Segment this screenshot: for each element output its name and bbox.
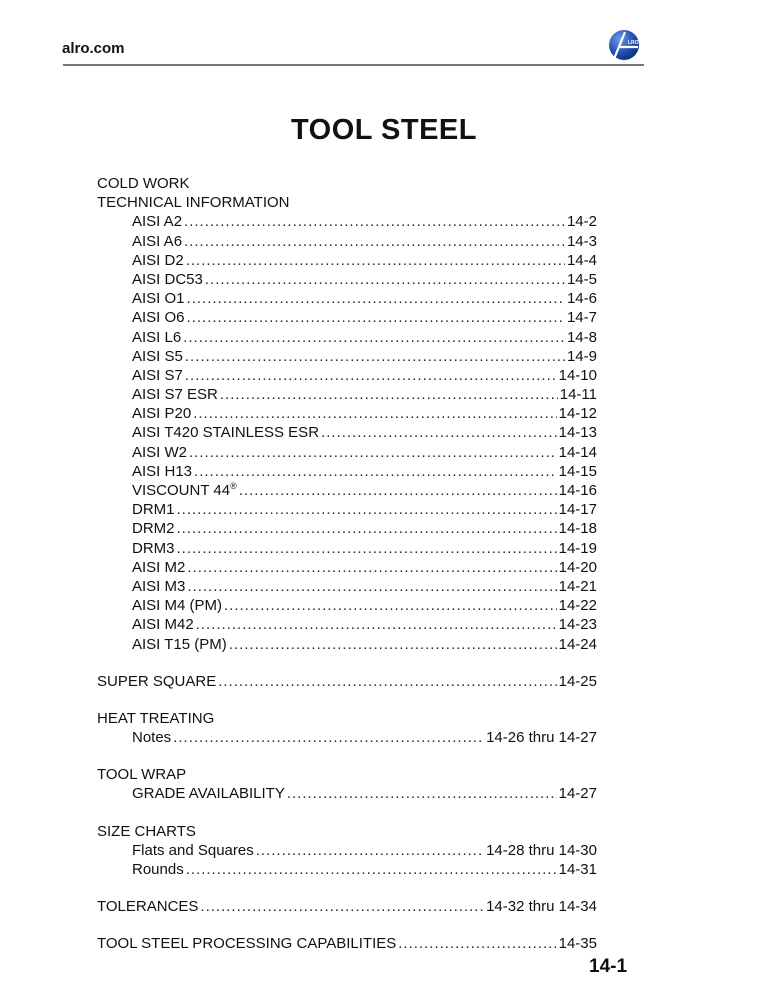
toc-label xyxy=(97,934,396,953)
page-number: 14-1 xyxy=(589,956,628,977)
registered-mark: ® xyxy=(230,481,237,491)
section-gap xyxy=(97,654,597,672)
toc-label-text: AISI S7 xyxy=(132,366,183,384)
toc-page-ref: 14-8 xyxy=(566,328,597,346)
toc-entry[interactable] xyxy=(97,500,597,519)
toc-label xyxy=(132,635,227,654)
toc-label-text: AISI M4 (PM) xyxy=(132,597,223,615)
toc-label-text: AISI P20 xyxy=(132,405,192,423)
toc-entry[interactable] xyxy=(97,212,597,231)
toc-entry[interactable] xyxy=(97,577,597,596)
dot-leader xyxy=(189,443,557,462)
toc-entry[interactable] xyxy=(97,289,597,308)
dot-leader xyxy=(177,519,557,538)
toc-label xyxy=(132,289,185,308)
toc-page-ref: 14-21 xyxy=(558,577,597,595)
toc-label xyxy=(132,615,194,634)
toc-section-heading xyxy=(97,765,597,784)
header-rule xyxy=(63,64,644,66)
dot-leader xyxy=(186,860,557,879)
toc-page-ref: 14-14 xyxy=(558,443,597,461)
toc-page-ref: 14-28 thru 14-30 xyxy=(486,841,597,859)
toc-label-text: AISI M2 xyxy=(132,558,186,576)
toc-label-text: Notes xyxy=(132,729,172,747)
toc-label-text: COLD WORK xyxy=(97,175,190,192)
dot-leader xyxy=(187,289,565,308)
toc-label-text: Flats and Squares xyxy=(132,841,254,859)
toc-section-heading xyxy=(97,822,597,841)
toc-section-heading xyxy=(97,174,597,193)
toc-label-text: AISI L6 xyxy=(132,328,182,346)
dot-leader xyxy=(185,366,557,385)
toc-entry[interactable] xyxy=(97,728,597,747)
toc-label-text: TOOL STEEL PROCESSING CAPABILITIES xyxy=(97,935,397,953)
toc-label-text: AISI A6 xyxy=(132,232,183,250)
toc-label-text: AISI T15 (PM) xyxy=(132,635,227,653)
dot-leader xyxy=(229,635,557,654)
toc-entry[interactable] xyxy=(97,860,597,879)
toc-label-text: HEAT TREATING xyxy=(97,709,215,727)
toc-label-text: TOOL WRAP xyxy=(97,766,187,784)
toc-entry[interactable] xyxy=(97,251,597,270)
dot-leader xyxy=(177,500,557,519)
section-gap xyxy=(97,804,597,822)
toc-label xyxy=(97,897,198,916)
dot-leader xyxy=(187,558,556,577)
toc-entry[interactable] xyxy=(97,672,597,691)
dot-leader xyxy=(256,841,484,860)
toc-page-ref: 14-24 xyxy=(558,635,597,653)
dot-leader xyxy=(184,232,565,251)
dot-leader xyxy=(173,728,484,747)
toc-page-ref: 14-13 xyxy=(558,424,597,442)
toc-entry[interactable] xyxy=(97,404,597,423)
toc-label xyxy=(132,366,183,385)
toc-label xyxy=(132,577,185,596)
toc-label xyxy=(132,481,237,500)
svg-text:LRO: LRO xyxy=(628,40,639,46)
dot-leader xyxy=(177,539,557,558)
toc-entry[interactable] xyxy=(97,328,597,347)
toc-entry[interactable] xyxy=(97,270,597,289)
toc-page-ref: 14-25 xyxy=(558,672,597,690)
toc-page-ref: 14-23 xyxy=(558,616,597,634)
toc-page-ref: 14-11 xyxy=(559,386,597,404)
toc-entry[interactable] xyxy=(97,784,597,803)
toc-entry[interactable] xyxy=(97,443,597,462)
site-url: alro.com xyxy=(62,40,125,57)
toc-label-text: SIZE CHARTS xyxy=(97,822,196,840)
dot-leader xyxy=(224,596,557,615)
dot-leader xyxy=(218,672,556,691)
toc-entry[interactable] xyxy=(97,934,597,953)
dot-leader xyxy=(239,481,557,500)
toc-label-text: GRADE AVAILABILITY xyxy=(132,785,285,803)
toc-entry[interactable] xyxy=(97,635,597,654)
toc-page-ref: 14-35 xyxy=(558,935,597,953)
toc-page-ref: 14-10 xyxy=(558,366,597,384)
toc-label xyxy=(132,443,187,462)
toc-label xyxy=(132,251,184,270)
toc-entry[interactable] xyxy=(97,385,597,404)
toc-label xyxy=(132,385,218,404)
toc-entry[interactable] xyxy=(97,232,597,251)
toc-label-text: AISI M42 xyxy=(132,616,194,634)
toc-entry[interactable] xyxy=(97,615,597,634)
toc-label xyxy=(132,347,183,366)
toc-label xyxy=(132,784,285,803)
toc-label xyxy=(132,212,182,231)
toc-label-text: AISI T420 STAINLESS ESR xyxy=(132,424,320,442)
toc-label-text: TECHNICAL INFORMATION xyxy=(97,194,290,212)
toc-page-ref: 14-26 thru 14-27 xyxy=(486,729,597,747)
toc-label xyxy=(132,423,319,442)
dot-leader xyxy=(200,897,484,916)
toc-page-ref: 14-5 xyxy=(566,270,597,288)
dot-leader xyxy=(398,934,556,953)
toc-label-text: AISI O6 xyxy=(132,309,185,327)
toc-entry[interactable] xyxy=(97,596,597,615)
toc-entry[interactable] xyxy=(97,841,597,860)
toc-label xyxy=(132,558,185,577)
dot-leader xyxy=(187,308,565,327)
section-gap xyxy=(97,691,597,709)
toc-label xyxy=(97,672,216,691)
toc-entry[interactable] xyxy=(97,519,597,538)
toc-page-ref: 14-18 xyxy=(558,520,597,538)
toc-label-text: AISI A2 xyxy=(132,213,183,231)
toc-label xyxy=(132,308,185,327)
toc-label xyxy=(132,539,175,558)
toc-page-ref: 14-20 xyxy=(558,558,597,576)
toc-label-text: DRM3 xyxy=(132,539,175,557)
toc-label-text: SUPER SQUARE xyxy=(97,672,217,690)
toc-entry[interactable] xyxy=(97,308,597,327)
toc-label xyxy=(132,596,222,615)
toc-label-text: AISI H13 xyxy=(132,462,193,480)
dot-leader xyxy=(194,462,557,481)
toc-page-ref: 14-6 xyxy=(566,290,597,308)
section-gap xyxy=(97,747,597,765)
page-title: TOOL STEEL xyxy=(290,114,477,146)
dot-leader xyxy=(186,251,565,270)
alro-logo-icon xyxy=(608,29,642,63)
toc-label xyxy=(132,728,171,747)
toc-label-text: TOLERANCES xyxy=(97,898,199,916)
toc-page-ref: 14-2 xyxy=(566,213,597,231)
toc-page-ref: 14-15 xyxy=(558,462,597,480)
toc-page-ref: 14-19 xyxy=(558,539,597,557)
toc-label xyxy=(132,841,254,860)
toc-entry[interactable] xyxy=(97,423,597,442)
toc-label xyxy=(132,404,191,423)
toc-label xyxy=(97,822,196,841)
toc-label-text: Rounds xyxy=(132,861,184,878)
dot-leader xyxy=(321,423,557,442)
toc-page-ref: 14-31 xyxy=(558,861,597,878)
section-gap xyxy=(97,879,597,897)
toc-section-heading xyxy=(97,193,597,212)
toc-entry[interactable] xyxy=(97,366,597,385)
dot-leader xyxy=(193,404,556,423)
toc-label xyxy=(97,765,186,784)
toc-entry[interactable] xyxy=(97,539,597,558)
dot-leader xyxy=(185,347,565,366)
toc-label-text: AISI M3 xyxy=(132,577,186,595)
toc-label xyxy=(132,519,175,538)
toc-page-ref: 14-3 xyxy=(566,232,597,250)
toc-entry[interactable] xyxy=(97,347,597,366)
toc-label-text: AISI D2 xyxy=(132,251,184,269)
toc-label-text: AISI O1 xyxy=(132,290,185,308)
toc-page-ref: 14-7 xyxy=(566,309,597,327)
toc-label xyxy=(97,174,190,193)
toc-label-text: AISI S7 ESR xyxy=(132,386,218,404)
table-of-contents xyxy=(97,174,597,954)
toc-label xyxy=(132,270,203,289)
toc-label xyxy=(132,860,184,879)
toc-label-text: DRM1 xyxy=(132,501,175,519)
toc-label-text: AISI DC53 xyxy=(132,270,203,288)
dot-leader xyxy=(196,615,557,634)
dot-leader xyxy=(184,212,565,231)
toc-entry[interactable] xyxy=(97,462,597,481)
toc-page-ref: 14-27 xyxy=(558,785,597,803)
toc-entry[interactable] xyxy=(97,558,597,577)
toc-page-ref: 14-9 xyxy=(566,347,597,365)
toc-section-heading xyxy=(97,709,597,728)
toc-label xyxy=(132,232,182,251)
toc-label-text: VISCOUNT 44 xyxy=(132,482,231,499)
toc-label-text: DRM2 xyxy=(132,520,175,538)
dot-leader xyxy=(187,577,556,596)
dot-leader xyxy=(220,385,558,404)
toc-page-ref: 14-32 thru 14-34 xyxy=(486,898,597,916)
toc-page-ref: 14-12 xyxy=(558,405,597,423)
toc-page-ref: 14-22 xyxy=(558,597,597,615)
toc-page-ref: 14-17 xyxy=(558,501,597,519)
toc-page-ref: 14-16 xyxy=(558,482,597,499)
toc-label xyxy=(97,709,214,728)
toc-label-text: AISI W2 xyxy=(132,443,188,461)
dot-leader xyxy=(183,328,565,347)
toc-label xyxy=(132,500,175,519)
toc-page-ref: 14-4 xyxy=(566,251,597,269)
toc-label xyxy=(132,328,181,347)
toc-label xyxy=(132,462,192,481)
dot-leader xyxy=(287,784,557,803)
toc-entry[interactable] xyxy=(97,481,597,500)
toc-label-text: AISI S5 xyxy=(132,347,183,365)
dot-leader xyxy=(205,270,565,289)
toc-label xyxy=(97,193,290,212)
toc-entry[interactable] xyxy=(97,897,597,916)
section-gap xyxy=(97,916,597,934)
